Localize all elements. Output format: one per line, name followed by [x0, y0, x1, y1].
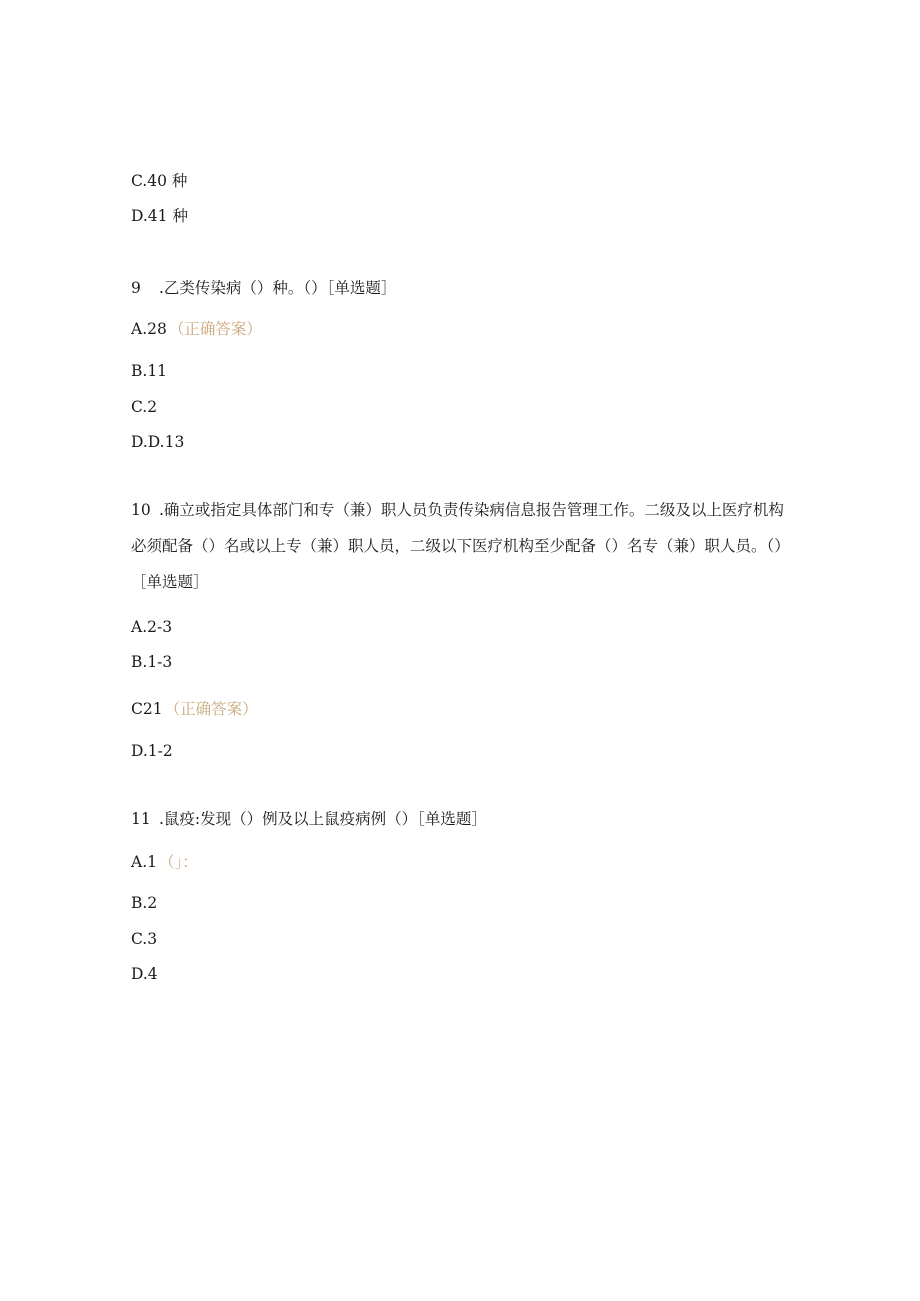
question-text: .确立或指定具体部门和专（兼）职人员负责传染病信息报告管理工作。二级及以上医疗机构必须配备（）名或以上专（兼）职人员，二级以下医疗机构至少配备（）名专（兼）职人员。（）［单选题］	[131, 501, 790, 591]
correct-answer-mark: （正确答案）	[164, 700, 258, 718]
q10-option-b[interactable]	[131, 652, 172, 672]
q9-option-a[interactable]	[131, 319, 262, 339]
q10-option-a[interactable]	[131, 617, 172, 637]
question-text: .鼠疫:发现（）例及以上鼠疫病例（）［单选题］	[159, 810, 487, 828]
question-10	[131, 492, 791, 600]
option-label: C.3	[131, 930, 158, 948]
option-label: A.28	[131, 320, 167, 338]
q10-option-d[interactable]	[131, 741, 173, 761]
q9-option-b[interactable]	[131, 361, 167, 381]
question-number: 10	[131, 501, 151, 519]
question-number: 11	[131, 810, 151, 828]
question-number: 9	[131, 279, 141, 297]
option-label: D.41 种	[131, 207, 188, 225]
option-label: D.D.13	[131, 433, 185, 451]
correct-answer-mark: （」：	[158, 853, 198, 871]
option-label: A.1	[131, 853, 157, 871]
question-9	[131, 278, 396, 298]
q11-option-a[interactable]	[131, 852, 198, 872]
q10-option-c[interactable]	[131, 699, 258, 719]
option-label: D.4	[131, 965, 158, 983]
q11-option-d[interactable]	[131, 964, 158, 984]
option-label: B.11	[131, 362, 168, 380]
question-text: .乙类传染病（）种。（）［单选题］	[159, 279, 397, 297]
option-label: A.2-3	[131, 618, 173, 636]
q9-option-c[interactable]	[131, 397, 157, 417]
option-label: C.2	[131, 398, 158, 416]
option-label: B.1-3	[131, 653, 173, 671]
option-label: B.2	[131, 894, 158, 912]
q11-option-b[interactable]	[131, 893, 157, 913]
option-label: C.40 种	[131, 172, 188, 190]
question-11	[131, 809, 487, 829]
option-c[interactable]	[131, 171, 187, 191]
correct-answer-mark: （正确答案）	[168, 320, 262, 338]
option-label: C21	[131, 700, 163, 718]
q9-option-d[interactable]	[131, 432, 184, 452]
option-label: D.1-2	[131, 742, 173, 760]
option-d[interactable]	[131, 206, 188, 226]
q11-option-c[interactable]	[131, 929, 157, 949]
